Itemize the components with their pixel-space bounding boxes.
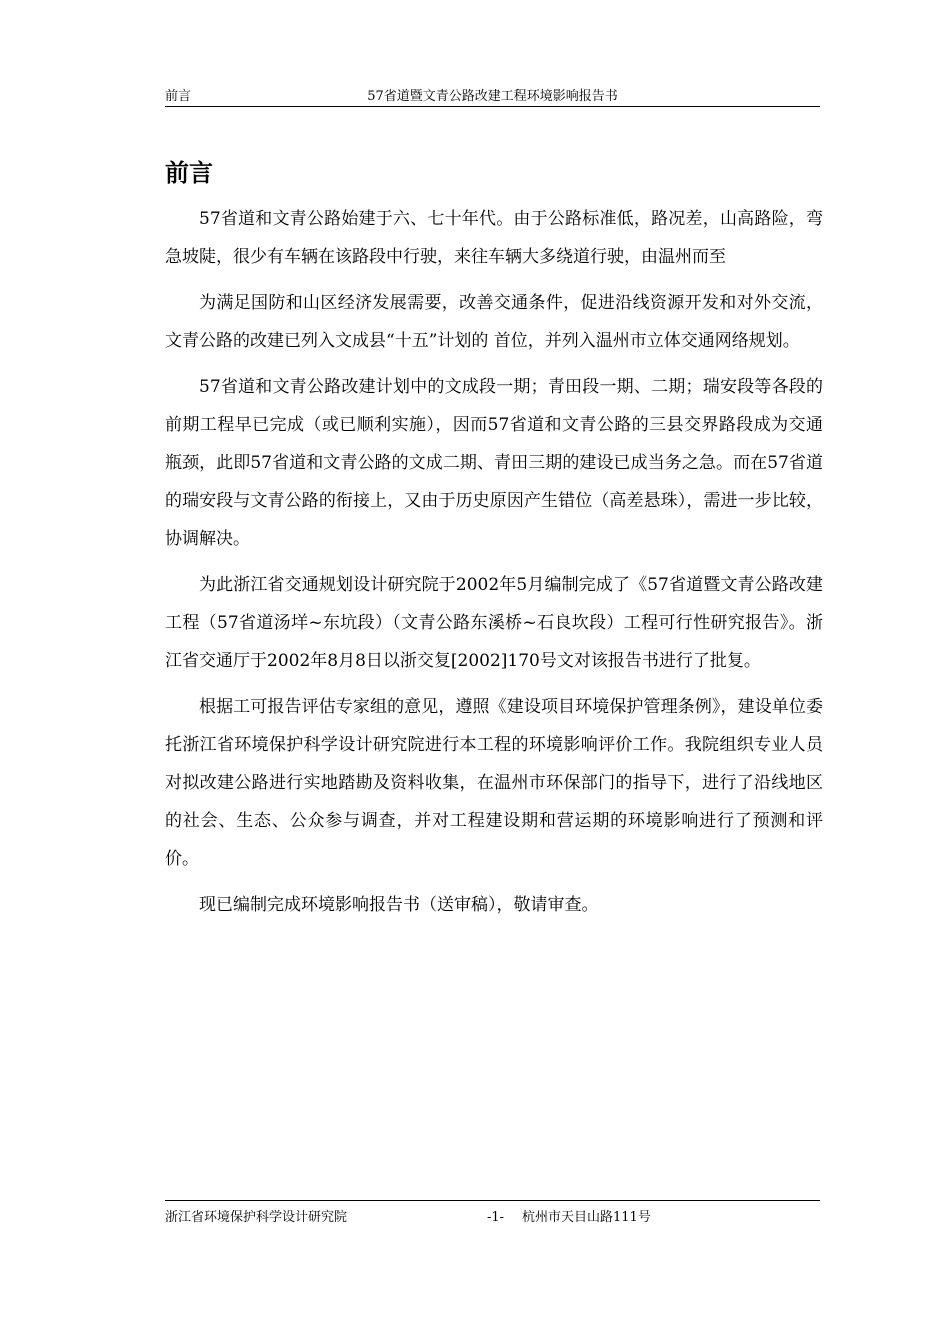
header-document-title: 57省道暨文青公路改建工程环境影响报告书	[367, 89, 618, 104]
document-body	[165, 200, 823, 924]
paragraph-5: 根据工可报告评估专家组的意见，遵照《建设项目环境保护管理条例》，建设单位委托浙江省环境保护科学设计研究院进行本工程的环境影响评价工作。我院组织专业人员对拟改建公路进行实地踏勘及资料收集，在温州市环保部门的指导下，进行了沿线地区的社会、生态、公众参与调查，并对工程建设期和营运期的环境影响进行了预测和评价。	[165, 697, 823, 869]
footer-divider	[165, 1200, 820, 1201]
page-header	[165, 88, 820, 106]
paragraph-2: 为满足国防和山区经济发展需要，改善交通条件，促进沿线资源开发和对外交流，文青公路的改建已列入文成县“十五”计划的 首位，并列入温州市立体交通网络规划。	[165, 293, 823, 351]
page-title: 前言	[165, 158, 213, 187]
header-section-label: 前言	[165, 89, 192, 104]
page-number: -1-	[487, 1210, 505, 1225]
page-footer	[165, 1209, 820, 1227]
paragraph-1: 57省道和文青公路始建于六、七十年代。由于公路标准低，路况差，山高路险，弯急坡陡，很少有车辆在该路段中行驶，来往车辆大多绕道行驶，由温州而至	[165, 209, 823, 267]
paragraph-6: 现已编制完成环境影响报告书（送审稿），敬请审查。	[199, 895, 599, 915]
footer-institution: 浙江省环境保护科学设计研究院	[165, 1210, 348, 1225]
paragraph-4: 为此浙江省交通规划设计研究院于2002年5月编制完成了《57省道暨文青公路改建工程（57省道汤垟~东坑段）（文青公路东溪桥~石良坎段）工程可行性研究报告》。浙江省交通厅于2002年8月8日以浙交复[2002]170号文对该报告书进行了批复。	[165, 575, 823, 671]
header-divider	[165, 106, 820, 107]
footer-address: 杭州市天目山路111号	[522, 1210, 651, 1225]
paragraph-3: 57省道和文青公路改建计划中的文成段一期；青田段一期、二期；瑞安段等各段的前期工程早已完成（或已顺利实施），因而57省道和文青公路的三县交界路段成为交通瓶颈，此即57省道和文青公路的文成二期、青田三期的建设已成当务之急。而在57省道的瑞安段与文青公路的衔接上，又由于历史原因产生错位（高差悬珠），需进一步比较，协调解决。	[165, 377, 823, 549]
